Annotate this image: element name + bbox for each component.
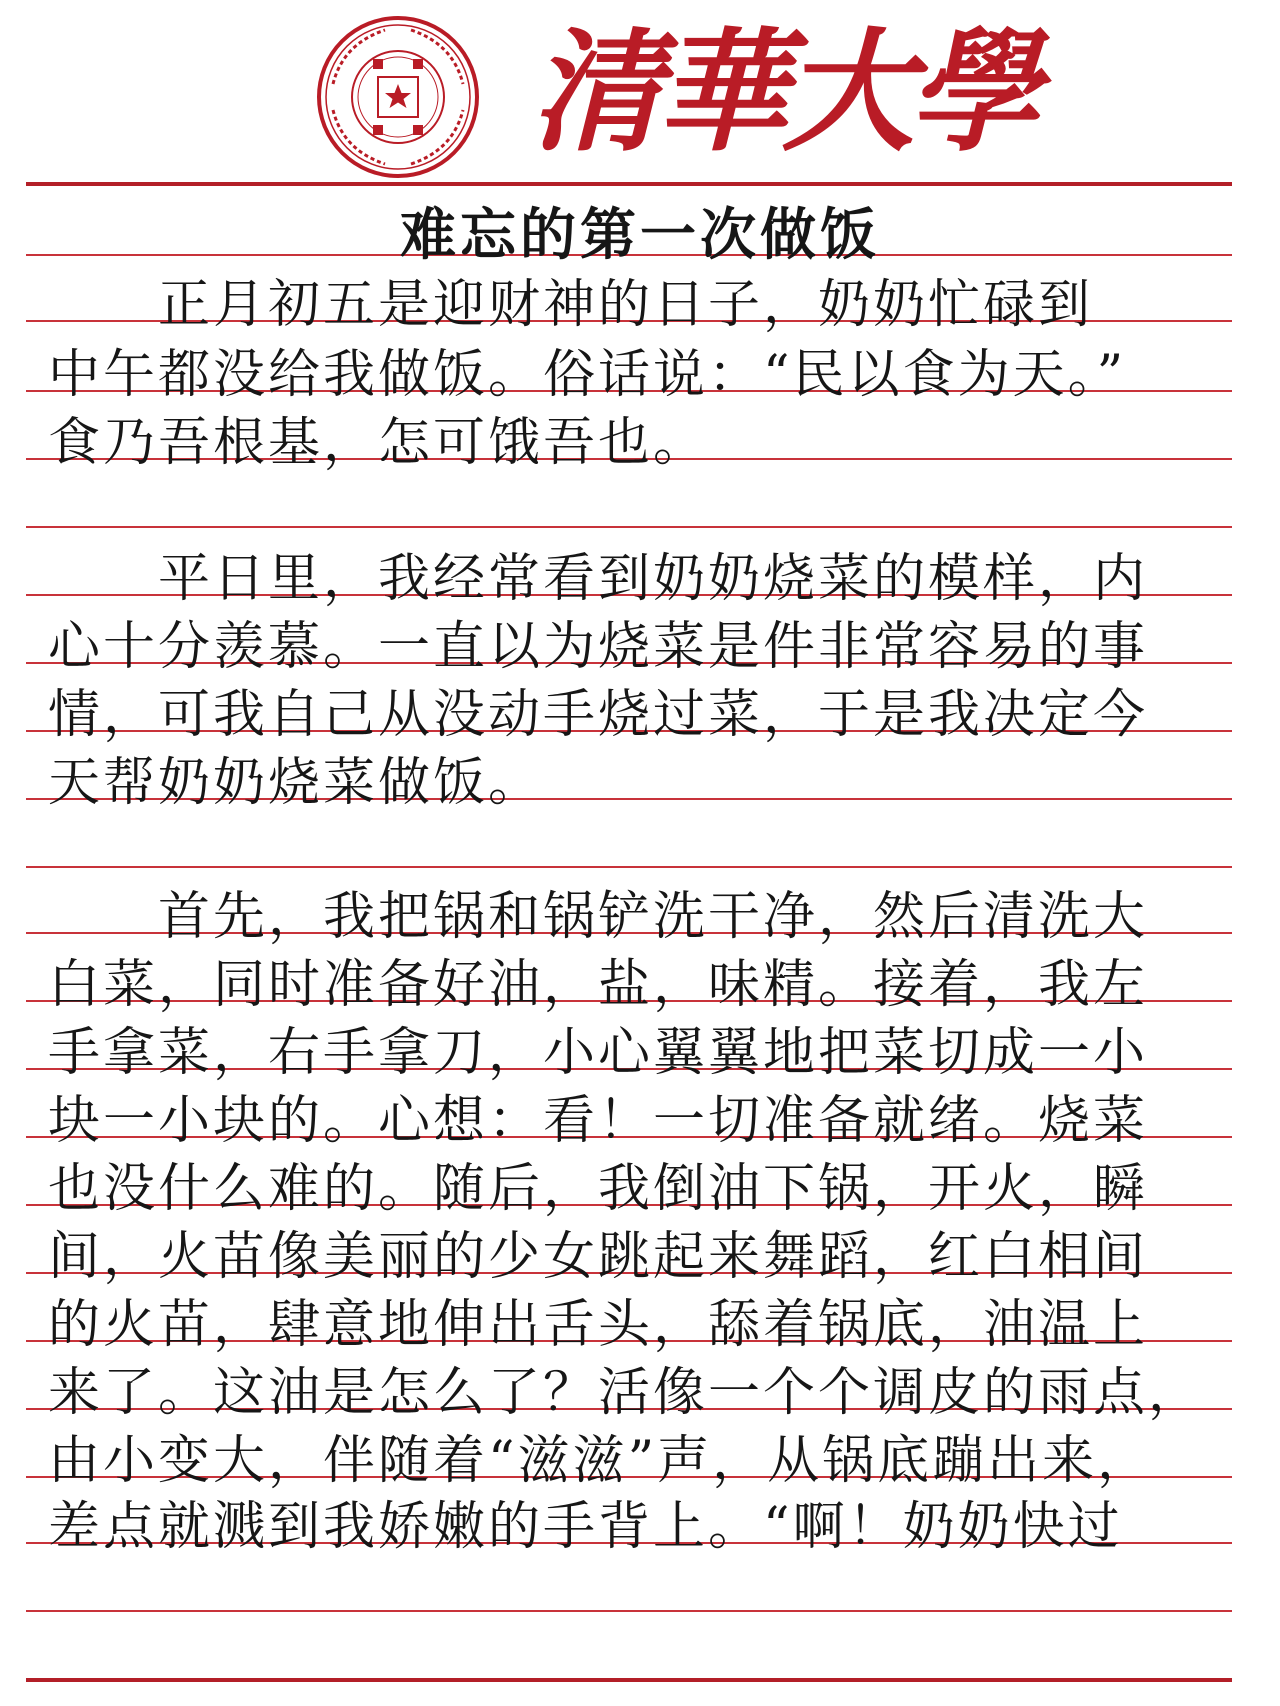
essay-line: 手拿菜，右手拿刀，小心翼翼地把菜切成一小 — [48, 1023, 1149, 1083]
university-brand-logo: 清華大學 — [530, 15, 1034, 170]
essay-line: 来了。这油是怎么了？活像一个个调皮的雨点， — [48, 1363, 1204, 1423]
essay-line: 间，火苗像美丽的少女跳起来舞蹈，红白相间 — [48, 1227, 1149, 1287]
essay-line: 块一小块的。心想：看！一切准备就绪。烧菜 — [48, 1091, 1149, 1151]
essay-line: 平日里，我经常看到奶奶烧菜的模样，内 — [48, 549, 1149, 609]
rule — [26, 526, 1232, 528]
rule — [26, 1610, 1232, 1612]
university-seal-icon — [315, 14, 481, 180]
essay-line: 天帮奶奶烧菜做饭。 — [48, 753, 544, 813]
footer-rule — [26, 1678, 1232, 1682]
essay-line: 也没什么难的。随后，我倒油下锅，开火，瞬 — [48, 1159, 1149, 1219]
header-rule — [26, 182, 1232, 186]
essay-line: 心十分羡慕。一直以为烧菜是件非常容易的事 — [48, 617, 1149, 677]
essay-line: 首先，我把锅和锅铲洗干净，然后清洗大 — [48, 887, 1149, 947]
essay-line: 的火苗，肆意地伸出舌头，舔着锅底，油温上 — [48, 1295, 1149, 1355]
essay-line: 差点就溅到我娇嫩的手背上。“啊！奶奶快过 — [48, 1497, 1123, 1557]
essay-title: 难忘的第一次做饭 — [400, 202, 880, 268]
essay-line: 中午都没给我做饭。俗话说：“民以食为天。” — [48, 345, 1127, 405]
essay-line: 由小变大，伴随着“滋滋”声，从锅底蹦出来， — [48, 1431, 1153, 1491]
essay-line: 食乃吾根基，怎可饿吾也。 — [48, 413, 709, 473]
essay-line: 正月初五是迎财神的日子，奶奶忙碌到 — [48, 275, 1094, 335]
letterhead — [0, 0, 1280, 190]
rule — [26, 866, 1232, 868]
essay-line: 白菜，同时准备好油，盐，味精。接着，我左 — [48, 955, 1149, 1015]
essay-line: 情，可我自己从没动手烧过菜，于是我决定今 — [48, 685, 1149, 745]
